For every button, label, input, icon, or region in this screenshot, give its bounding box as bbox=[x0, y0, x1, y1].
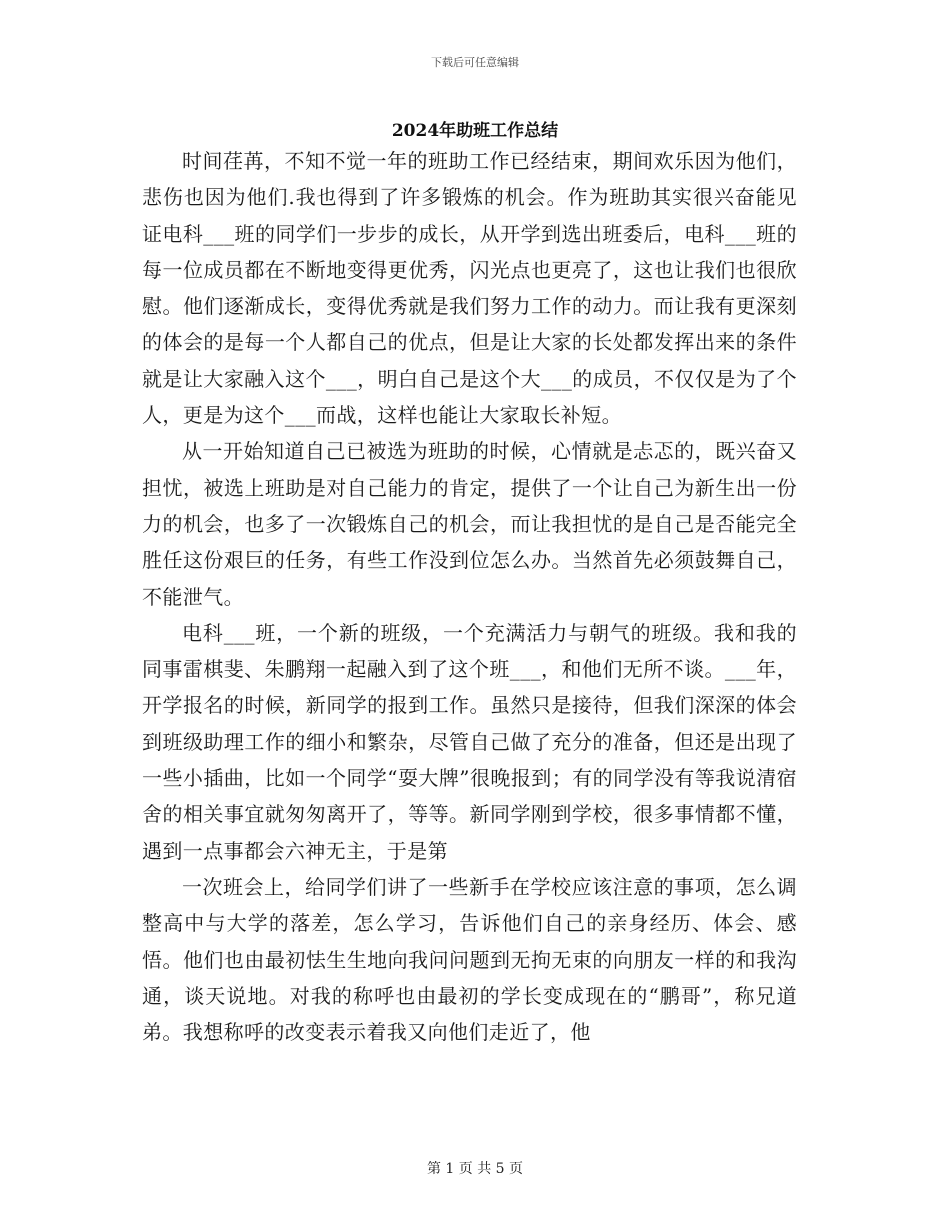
document-title: 2024年助班工作总结 bbox=[391, 121, 559, 141]
paragraph: 时间荏苒，不知不觉一年的班助工作已经结束，期间欢乐因为他们，悲伤也因为他们.我也得到了许多锻炼的机会。作为班助其实很兴奋能见证电科___班的同学们一步步的成长，从开学到选出班委后，电科___班的每一位成员都在不断地变得更优秀，闪光点也更亮了，这也让我们也很欣慰。他们逐渐成长，变得优秀就是我们努力工作的动力。而让我有更深刻的体会的是每一个人都自己的优点，但是让大家的长处都发挥出来的条件就是让大家融入这个___，明白自己是这个大___的成员，不仅仅是为了个人，更是为这个___而战，这样也能让大家取长补短。 bbox=[142, 149, 797, 428]
paragraph: 从一开始知道自己已被选为班助的时候，心情就是忐忑的，既兴奋又担忧，被选上班助是对自己能力的肯定，提供了一个让自己为新生出一份力的机会，也多了一次锻炼自己的机会，而让我担忧的是自己是否能完全胜任这份艰巨的任务，有些工作没到位怎么办。当然首先必须鼓舞自己，不能泄气。 bbox=[142, 439, 797, 609]
header-note: 下载后可任意编辑 bbox=[431, 56, 519, 69]
document-body bbox=[142, 143, 797, 1050]
page-indicator: 第 1 页 共 5 页 bbox=[426, 1161, 524, 1177]
paragraph: 一次班会上，给同学们讲了一些新手在学校应该注意的事项，怎么调整高中与大学的落差，怎么学习，告诉他们自己的亲身经历、体会、感悟。他们也由最初怯生生地向我问问题到无拘无束的向朋友一样的和我沟通，谈天说地。对我的称呼也由最初的学长变成现在的“鹏哥”，称兄道弟。我想称呼的改变表示着我又向他们走近了，他 bbox=[142, 874, 797, 1045]
paragraph: 电科___班，一个新的班级，一个充满活力与朝气的班级。我和我的同事雷棋斐、朱鹏翔一起融入到了这个班___，和他们无所不谈。___年，开学报名的时候，新同学的报到工作。虽然只是接待，但我们深深的体会到班级助理工作的细小和繁杂，尽管自己做了充分的准备，但还是出现了一些小插曲，比如一个同学“耍大牌”很晚报到；有的同学没有等我说清宿舍的相关事宜就匆匆离开了，等等。新同学刚到学校，很多事情都不懂，遇到一点事都会六神无主，于是第 bbox=[142, 620, 797, 863]
